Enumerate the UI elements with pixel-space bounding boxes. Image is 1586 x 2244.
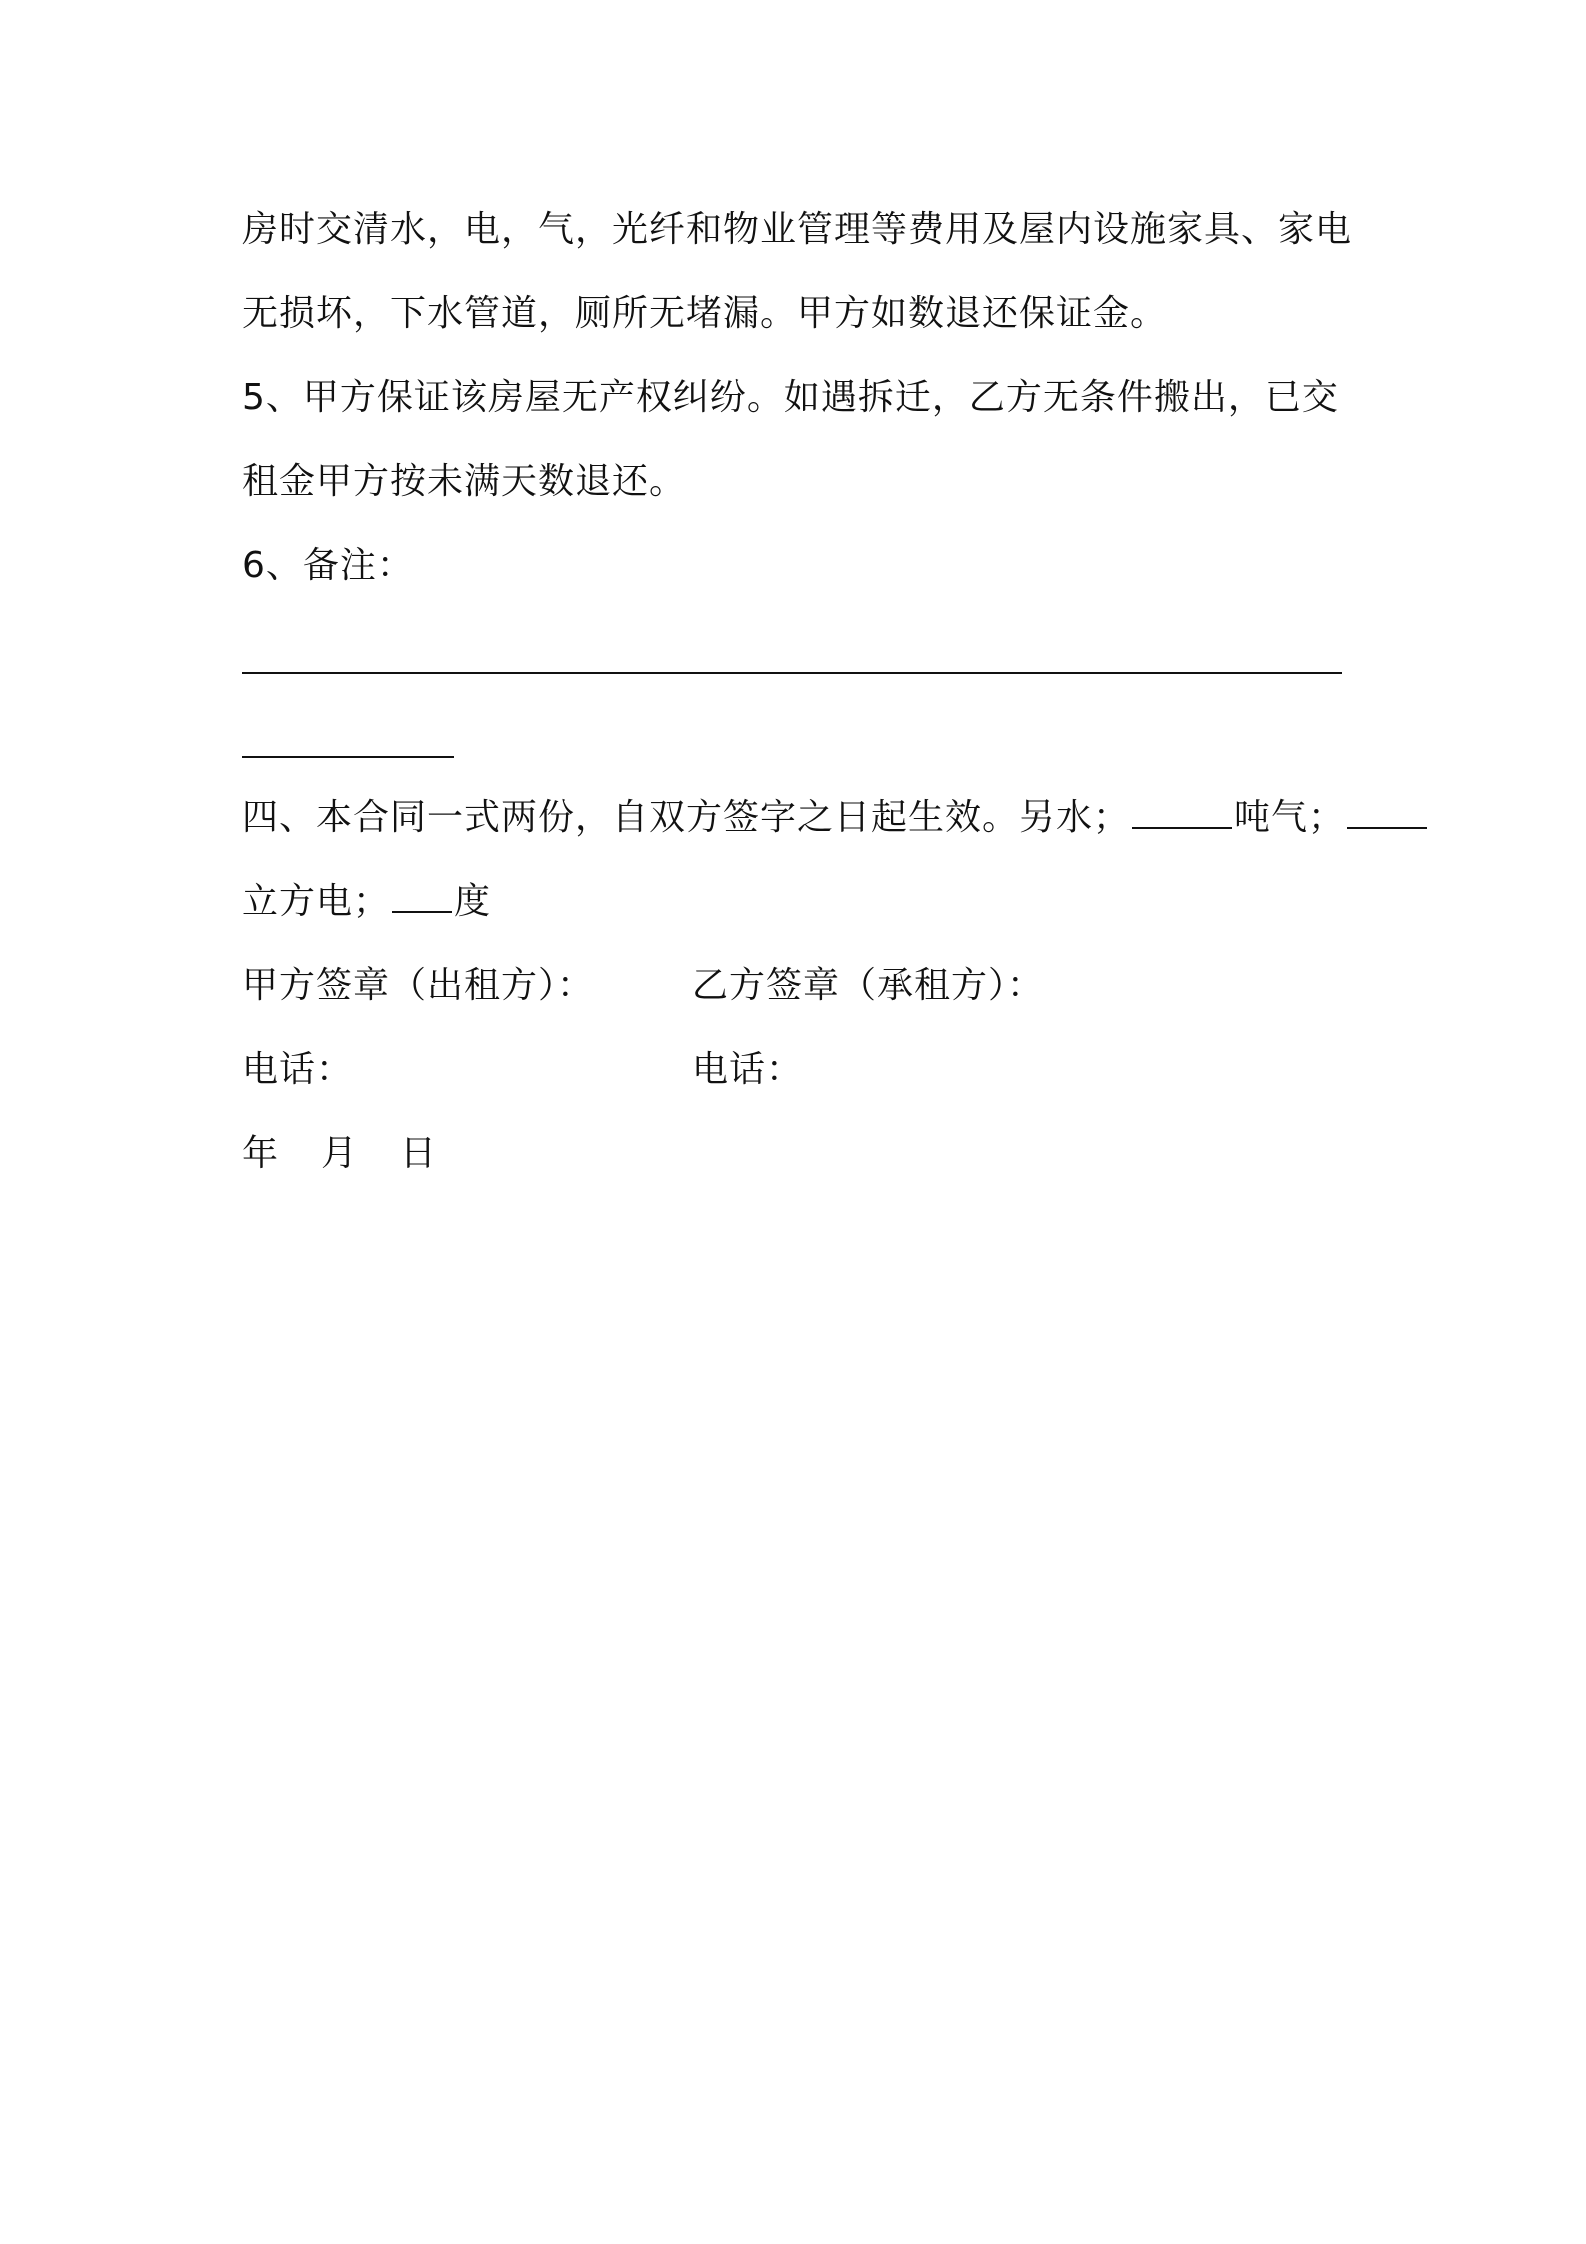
date-month: 月 bbox=[321, 1133, 359, 1174]
text-line-1: 房时交清水，电，气，光纤和物业管理等费用及屋内设施家具、家电 bbox=[242, 209, 1353, 250]
remarks-underline-2 bbox=[242, 756, 454, 758]
clause-5-line-2: 租金甲方按未满天数退还。 bbox=[242, 461, 687, 502]
clause-4-line-1 bbox=[242, 796, 1429, 840]
gas-label: 吨气； bbox=[1234, 797, 1346, 838]
party-a-signature-label: 甲方签章（出租方）： bbox=[242, 965, 595, 1006]
clause-5-line-1: 5、甲方保证该房屋无产权纠纷。如遇拆迁，乙方无条件搬出，已交 bbox=[242, 377, 1339, 418]
water-blank bbox=[1132, 797, 1232, 829]
degree-unit: 度 bbox=[454, 881, 492, 922]
electricity-label: 立方电； bbox=[242, 881, 391, 922]
date-line bbox=[242, 1132, 437, 1176]
date-year: 年 bbox=[242, 1133, 280, 1174]
party-b-signature-label: 乙方签章（承租方）： bbox=[692, 965, 1045, 1006]
party-a-phone-label: 电话： bbox=[242, 1049, 354, 1090]
text-line-2: 无损坏，下水管道，厕所无堵漏。甲方如数退还保证金。 bbox=[242, 293, 1168, 334]
remarks-label: 6、备注： bbox=[242, 545, 414, 586]
clause-4-text: 四、本合同一式两份，自双方签字之日起生效。另水； bbox=[242, 797, 1131, 838]
electricity-blank bbox=[392, 881, 452, 913]
clause-4-line-2 bbox=[242, 880, 491, 924]
remarks-underline-1 bbox=[242, 672, 1342, 674]
party-b-phone-label: 电话： bbox=[692, 1049, 804, 1090]
date-day: 日 bbox=[400, 1133, 438, 1174]
gas-blank bbox=[1347, 797, 1427, 829]
